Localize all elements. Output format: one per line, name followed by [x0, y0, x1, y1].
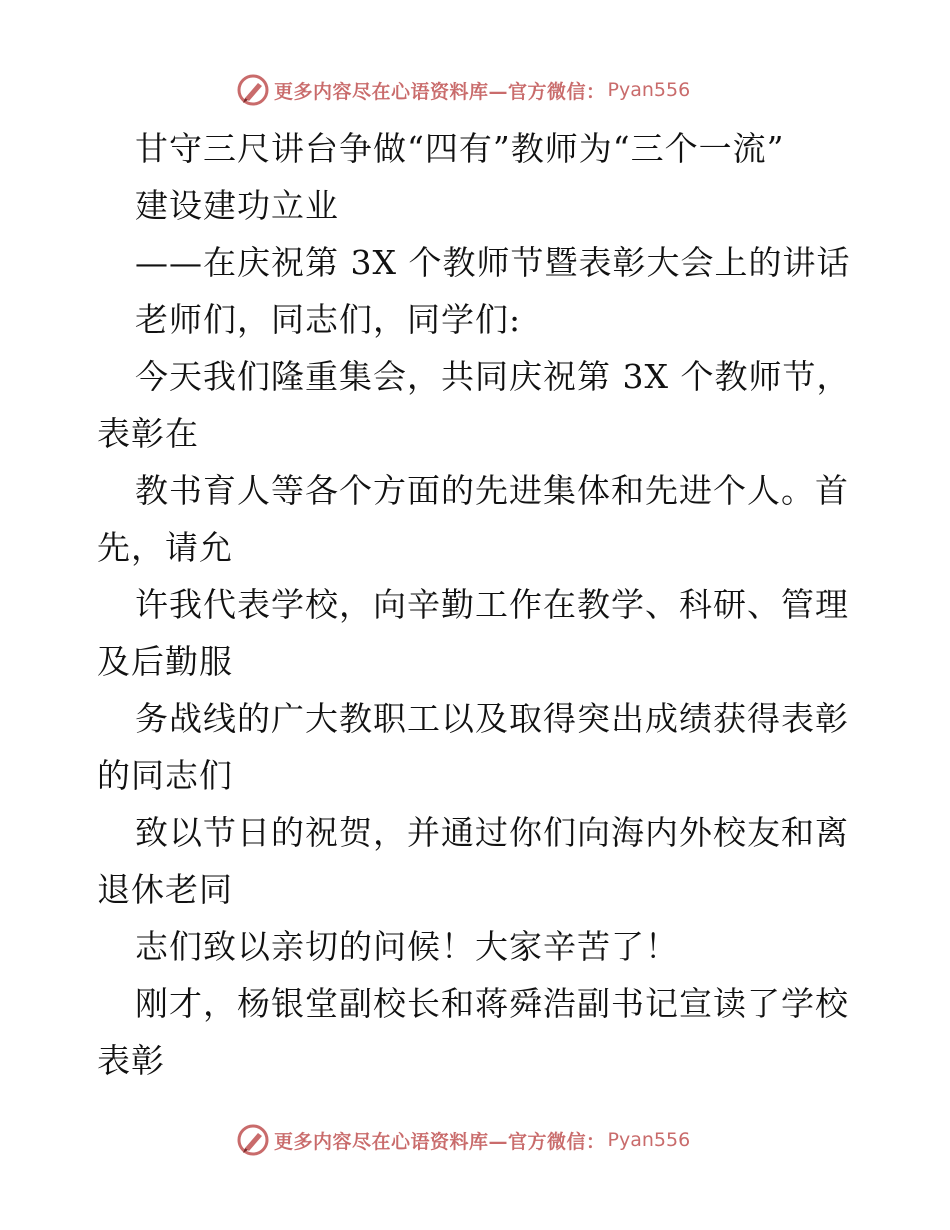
paragraph-line: 的同志们 [97, 756, 233, 795]
pen-logo-icon [236, 1123, 270, 1157]
banner-wechat-id: Pyan556 [607, 79, 691, 101]
footer-watermark-banner [236, 1122, 690, 1158]
paragraph-line: 致以节日的祝贺，并通过你们向海内外校友和离 [135, 813, 849, 852]
paragraph-line: 甘守三尺讲台争做“四有”教师为“三个一流” [135, 129, 785, 168]
banner-wechat-id: Pyan556 [607, 1129, 691, 1151]
pen-logo-icon [236, 73, 270, 107]
paragraph-line: 退休老同 [97, 870, 233, 909]
paragraph-line: 务战线的广大教职工以及取得突出成绩获得表彰 [135, 699, 849, 738]
paragraph-line: 老师们，同志们，同学们: [135, 300, 522, 339]
paragraph-line: 教书育人等各个方面的先进集体和先进个人。首 [135, 471, 849, 510]
document-body [97, 120, 867, 1089]
header-watermark-banner [236, 72, 690, 108]
paragraph-line: 先，请允 [97, 528, 233, 567]
paragraph-line: 今天我们隆重集会，共同庆祝第 3X 个教师节， [135, 357, 851, 396]
paragraph-line: 建设建功立业 [135, 186, 339, 225]
paragraph-line: 许我代表学校，向辛勤工作在教学、科研、管理 [135, 585, 849, 624]
paragraph-line: 表彰 [97, 1041, 165, 1080]
paragraph-line: 表彰在 [97, 414, 199, 453]
paragraph-line: 及后勤服 [97, 642, 233, 681]
paragraph-line: ——在庆祝第 3X 个教师节暨表彰大会上的讲话 [135, 243, 851, 282]
paragraph-line: 志们致以亲切的问候！大家辛苦了！ [135, 927, 679, 966]
paragraph-line: 刚才，杨银堂副校长和蒋舜浩副书记宣读了学校 [135, 984, 849, 1023]
banner-text: 更多内容尽在心语资料库—官方微信： [274, 80, 606, 103]
banner-text: 更多内容尽在心语资料库—官方微信： [274, 1130, 606, 1153]
